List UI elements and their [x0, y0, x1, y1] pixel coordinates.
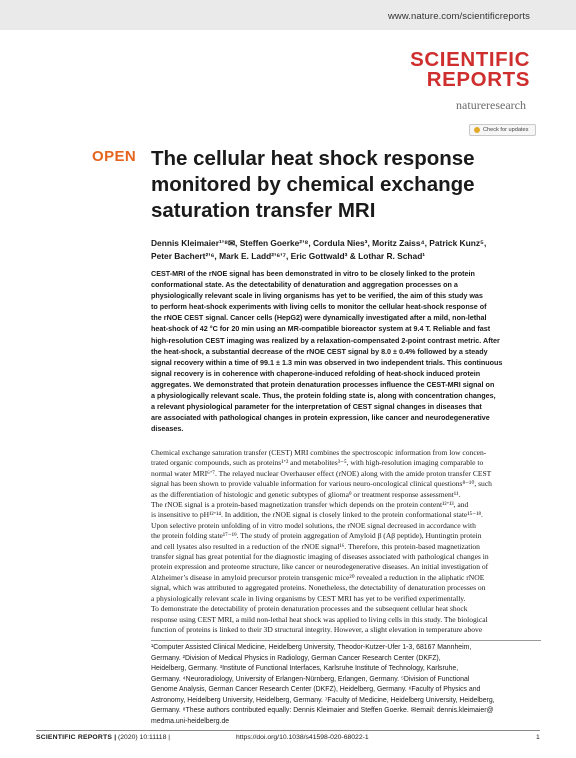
abstract-line: the rNOE CEST signal. Cancer cells (HepG2) were dynamically investigated after a mild, non-lethal — [151, 313, 487, 323]
body-line: Chemical exchange saturation transfer (CEST) MRI combines the spectroscopic information from low concen- — [151, 448, 487, 457]
abstract-line: signal recovery within a time of 99.1 ± 1.3 min was observed in two independent trials. This continuous — [151, 357, 503, 367]
footer-divider — [36, 730, 540, 731]
body-line: To demonstrate the detectability of protein denaturation processes and the subsequent cellular heat shock — [151, 604, 468, 614]
abstract-line: conformational state. As the detectability of denaturation and aggregation processes on a — [151, 280, 458, 290]
body-line: response using CEST MRI, a mild non-lethal heat shock was applied to living cells in this study. The biological — [151, 614, 488, 624]
body-line: is insensitive to pH¹²ʼ¹⁴. In addition, the rNOE signal is closely linked to the protein conformational state¹⁵⁻¹⁸. — [151, 510, 483, 520]
body-line: function of proteins is linked to their 3D structural integrity. However, a slight elevation in temperature above — [151, 624, 483, 634]
journal-logo-line1: SCIENTIFIC — [410, 48, 530, 71]
affiliation-line: Germany. ⁴Neuroradiology, University of Erlangen-Nürnberg, Erlangen, Germany. ⁵Division of Functional — [151, 675, 470, 683]
body-line: Alzheimer’s disease in amyloid precursor protein transgenic mice²⁰ revealed a reduction in the aliphatic rNOE — [151, 572, 485, 582]
affiliation-line: Genome Analysis, German Cancer Research Center (DKFZ), Heidelberg, Germany. ⁶Faculty of Physics and — [151, 686, 481, 693]
title-line: The cellular heat shock response — [151, 147, 475, 170]
body-line: and cell lysates also resulted in a reduction of the rNOE signal¹⁶. Therefore, this protein-based magnetization — [151, 541, 480, 551]
author-line[interactable]: Peter Bachert²ʼ⁶, Mark E. Ladd²ʼ⁶ʼ⁷, Eric Gottwald³ & Lothar R. Schad¹ — [151, 250, 426, 261]
abstract-line: aggregates. We demonstrated that protein denaturation processes influence the CEST-MRI signal on — [151, 379, 495, 389]
abstract — [151, 268, 546, 434]
journal-logo-line2: REPORTS — [426, 68, 530, 91]
footer-doi-link[interactable]: https://doi.org/10.1038/s41598-020-68022-1 — [236, 734, 369, 741]
page-number: 1 — [536, 734, 540, 741]
journal-url[interactable]: www.nature.com/scientificreports — [387, 11, 530, 22]
body-line: Upon selective protein unfolding of in vitro model solutions, the rNOE signal decreased in accordance with — [151, 520, 476, 530]
article-title — [151, 146, 541, 224]
abstract-line: CEST-MRI of the rNOE signal has been demonstrated in vitro to be closely linked to the protein — [151, 269, 475, 278]
body-text — [151, 448, 541, 635]
abstract-line: signal recovery is in coherence with chaperone-induced refolding of heat-shock induced protein — [151, 368, 481, 378]
affiliation-line: Heidelberg, Germany. ³Institute of Functional Interfaces, Karlsruhe Institute of Technology, Karlsruhe, — [151, 665, 459, 672]
abstract-line: a relevant physiological parameter for the interpretation of CEST signal changes in diseases that — [151, 402, 482, 412]
affiliation-divider — [151, 640, 541, 641]
abstract-line: a physiologically relevant scale. Thus, the protein folding state is, along with concentration changes, — [151, 391, 496, 401]
check-for-updates-label: Check for updates — [483, 127, 529, 133]
affiliation-line[interactable]: Germany. ⁸These authors contributed equally: Dennis Kleimaier and Steffen Goerke. ✉email: dennis.kleimaier@ — [151, 707, 494, 714]
body-line: signal, which was attributed to aggregated proteins. Nonetheless, the detectability of denaturation processes on — [151, 583, 486, 593]
title-line: saturation transfer MRI — [151, 199, 376, 222]
abstract-line: diseases. — [151, 424, 184, 434]
body-line: trated organic compounds, such as proteins¹ʼ² and metabolites³⁻⁵, with high-resolution imaging comparable to — [151, 458, 484, 468]
affiliation-line: ¹Computer Assisted Clinical Medicine, Heidelberg University, Theodor-Kutzer-Ufer 1-3, 68167 Mannheim, — [151, 644, 472, 651]
body-line: a physiologically relevant scale in living organisms by CEST MRI has yet to be verified experimentally. — [151, 593, 466, 603]
body-line: signal has been shown to provide valuable information for various neuro-oncological clinical questions⁸⁻¹⁰, such — [151, 479, 492, 489]
footer-citation: (2020) 10:11118 | — [118, 734, 171, 741]
abstract-line: to perform heat-shock experiments with living cells to monitor the cellular heat-shock response of — [151, 302, 487, 312]
abstract-line: are associated with pathological changes in protein expression, like cancer and neurodegenerative — [151, 413, 490, 423]
abstract-line: physiologically relevant scale in living organisms has yet to be verified, the aim of this study was — [151, 291, 483, 301]
body-line: the protein folding state¹⁷⁻¹⁹. The study of protein aggregation of Amyloid β (Aβ peptide), Huntingtin protein — [151, 531, 482, 541]
body-line: protein expression and proteome structure, like cancer or neurodegenerative diseases. An initial investigation of — [151, 562, 489, 572]
title-line: monitored by chemical exchange — [151, 173, 475, 196]
body-line: as the differentiation of histologic and genetic subtypes of glioma⁹ or treatment response assessment¹¹. — [151, 489, 461, 499]
affiliations — [151, 643, 546, 727]
check-for-updates-button[interactable] — [469, 124, 536, 136]
updates-icon — [474, 127, 480, 133]
author-list — [151, 237, 546, 262]
affiliation-line[interactable]: medma.uni-heidelberg.de — [151, 717, 230, 725]
body-line: The rNOE signal is a protein-based magnetization transfer which depends on the protein content¹²ʼ¹³, and — [151, 500, 469, 510]
affiliation-line: Germany. ²Division of Medical Physics in Radiology, German Cancer Research Center (DKFZ), — [151, 654, 441, 662]
open-access-label: OPEN — [92, 148, 137, 165]
body-line: normal water MRI⁶ʼ⁷. The relayed nuclear Overhauser effect (rNOE) along with the amide proton transfer CEST — [151, 468, 492, 478]
body-line: transfer signal has great potential for the diagnostic imaging of diseases associated with pathological changes in — [151, 552, 489, 562]
abstract-line: high-resolution CEST imaging was realized by a relaxation-compensated 2-point contrast metric. After — [151, 335, 500, 345]
abstract-line: heat-shock of 42 °C for 20 min using an MR-compatible bioreactor system at 9.4 T. Reliable and fast — [151, 324, 491, 334]
author-line[interactable]: Dennis Kleimaier¹ʼ⁸✉, Steffen Goerke²ʼ⁸, Cordula Nies³, Moritz Zaiss⁴, Patrick Kunz⁵, — [151, 238, 487, 248]
affiliation-line: Astronomy, Heidelberg University, Heidelberg, Germany. ⁷Faculty of Medicine, Heidelberg University, Heidelberg, — [151, 696, 495, 704]
publisher-logo: natureresearch — [456, 98, 526, 112]
footer-journal: SCIENTIFIC REPORTS | — [36, 734, 117, 741]
abstract-line: the heat-shock, a substantial decrease of the rNOE CEST signal by 8.0 ± 0.4% followed by a steady — [151, 346, 488, 356]
